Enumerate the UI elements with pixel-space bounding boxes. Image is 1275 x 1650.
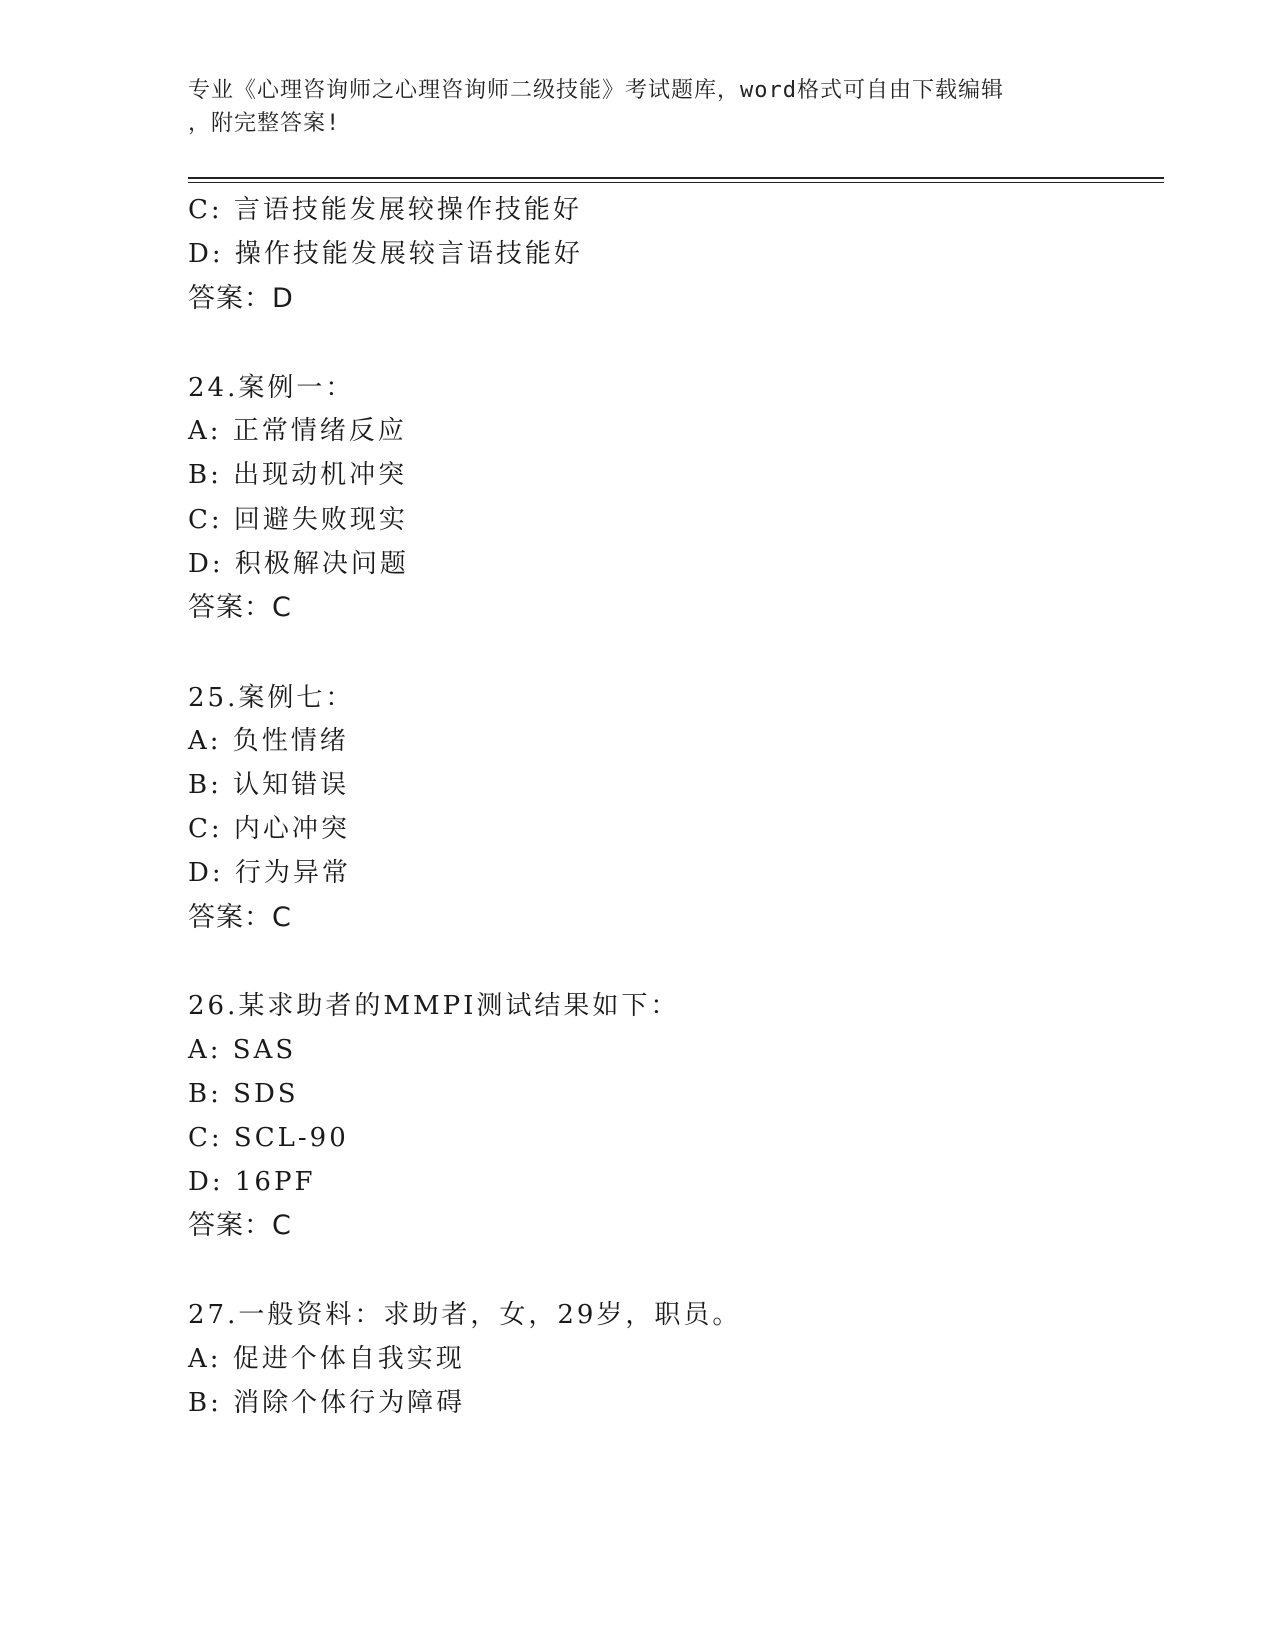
option-line: D: 16PF [188,1167,316,1197]
option-line: B: 认知错误 [188,770,350,800]
option-line: C: SCL-90 [188,1123,349,1153]
option-line: C: 回避失败现实 [188,505,408,535]
option-line: C: 言语技能发展较操作技能好 [188,195,582,225]
option-line: B: 出现动机冲突 [188,460,408,490]
header-line-2: ，附完整答案! [188,111,341,136]
option-line: A: 促进个体自我实现 [188,1344,465,1374]
document-header [188,74,1088,140]
question-line: 27.一般资料：求助者，女，29岁，职员。 [188,1300,742,1330]
option-line: B: SDS [188,1079,299,1109]
option-line: A: 负性情绪 [188,726,349,756]
answer-line: 答案：C [188,592,292,623]
option-line: D: 行为异常 [188,858,351,888]
answer-line: 答案：C [188,1210,292,1241]
option-line: A: 正常情绪反应 [188,416,407,446]
question-line: 25.案例七： [188,683,355,713]
option-line: D: 积极解决问题 [188,549,409,579]
option-line: D: 操作技能发展较言语技能好 [188,239,583,269]
question-line: 26.某求助者的MMPI测试结果如下： [188,991,680,1021]
question-line: 24.案例一： [188,373,355,403]
header-divider-thin [188,182,1164,183]
option-line: C: 内心冲突 [188,814,350,844]
header-line-1: 专业《心理咨询师之心理咨询师二级技能》考试题库，word格式可自由下载编辑 [188,78,1004,103]
option-line: A: SAS [188,1035,297,1065]
header-divider [188,177,1164,179]
answer-line: 答案：C [188,902,292,933]
option-line: B: 消除个体行为障碍 [188,1388,466,1418]
answer-line: 答案：D [188,283,294,314]
